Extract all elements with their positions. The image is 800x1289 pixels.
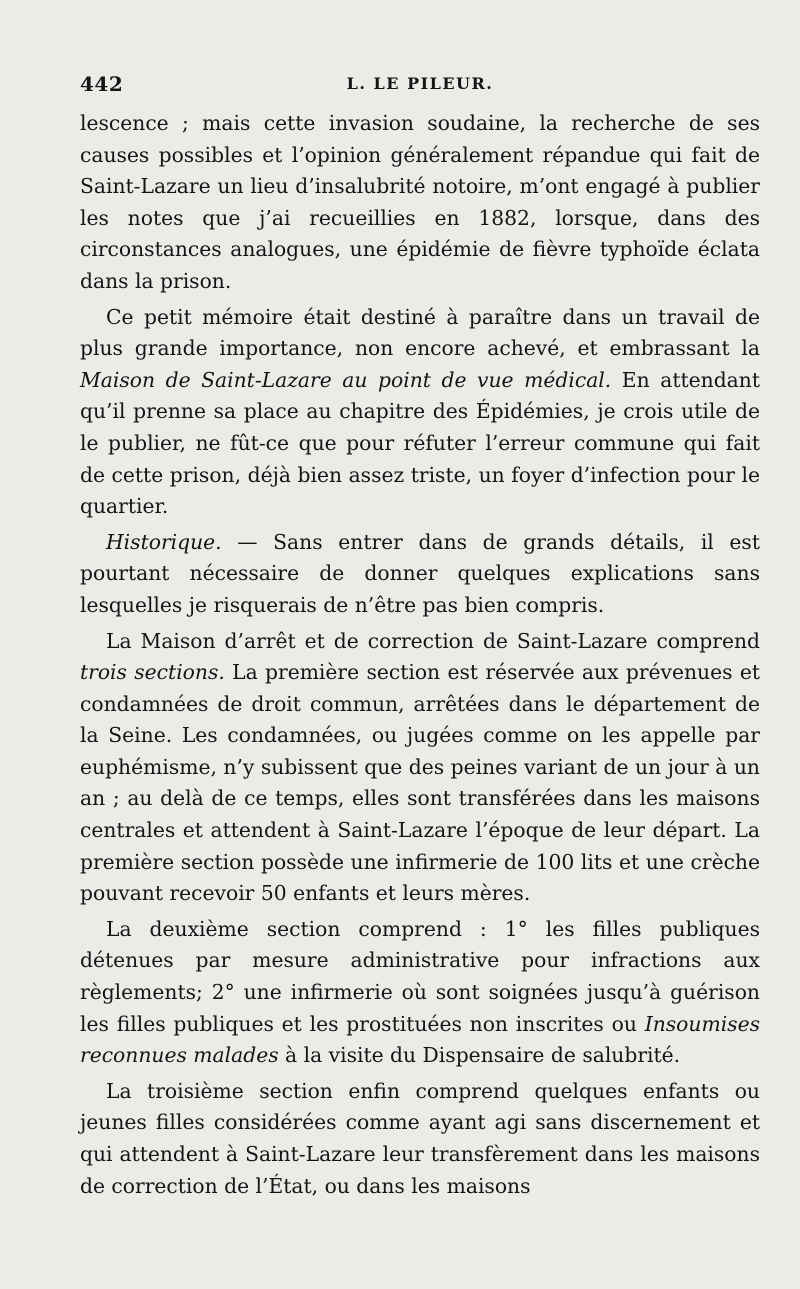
text-run: La troisième section enfin comprend quelques enfants ou jeunes filles considérées comme ayant agi sans discernement et qui attendent à Saint-Lazare leur transfèrement dans les maisons de correction de l’État, ou dans les maisons — [80, 1078, 760, 1198]
italic-text: Historique. — [106, 529, 222, 554]
text-run: — Sans entrer dans de grands détails, il est pourtant nécessaire de donner quelques explications sans lesquelles je risquerais de n’être pas bien compris. — [80, 529, 760, 617]
text-run: lescence ; mais cette invasion soudaine, la recherche de ses causes possibles et l’opinion généralement répandue qui fait de Saint-Lazare un lieu d’insalubrité notoire, m’ont engagé à publier les notes que j’ai recueillies en 1882, lorsque, dans des circonstances analogues, une épidémie de fièvre typhoïde éclata dans la prison. — [80, 111, 760, 293]
italic-text: trois sections. — [80, 660, 225, 685]
text-run: Ce petit mémoire était destiné à paraître dans un travail de plus grande importance, non encore achevé, et embrassant la — [80, 304, 760, 361]
italic-text: Maison de Saint-Lazare au point de vue médical. — [80, 367, 612, 392]
text-run: La Maison d’arrêt et de correction de Saint-Lazare comprend — [106, 628, 760, 653]
text-run: En attendant qu’il prenne sa place au chapitre des Épidémies, je crois utile de le publier, ne fût-ce que pour réfuter l’erreur commune qui fait de cette prison, déjà bien assez triste, un foyer d’infection pour le quartier. — [80, 367, 760, 519]
paragraph-p4 — [80, 626, 760, 910]
paragraph-p1 — [80, 108, 760, 298]
running-head: L. LE PILEUR. — [346, 74, 494, 93]
body-text — [80, 108, 760, 1202]
text-run: La deuxième section comprend : 1° les filles publiques détenues par mesure administrative pour infractions aux règlements; 2° une infirmerie où sont soignées jusqu’à guérison les filles publiques et les prostituées non inscrites ou — [80, 916, 760, 1036]
paragraph-p5 — [80, 914, 760, 1072]
paragraph-p3 — [80, 527, 760, 622]
text-run: La première section est réservée aux prévenues et condamnées de droit commun, arrêtées dans le département de la Seine. Les condamnées, ou jugées comme on les appelle par euphémisme, n’y subissent que des peines variant de un jour à un an ; au delà de ce temps, elles sont transférées dans les maisons centrales et attendent à Saint-Lazare l’époque de leur départ. La première section possède une infirmerie de 100 lits et une crèche pouvant recevoir 50 enfants et leurs mères. — [80, 660, 760, 906]
text-run: à la visite du Dispensaire de salubrité. — [278, 1043, 681, 1068]
italic-text: Insoumises reconnues malades — [80, 1011, 760, 1068]
page-number: 442 — [80, 72, 124, 96]
page-header — [80, 72, 760, 102]
paragraph-p2 — [80, 302, 760, 523]
paragraph-p6 — [80, 1076, 760, 1202]
